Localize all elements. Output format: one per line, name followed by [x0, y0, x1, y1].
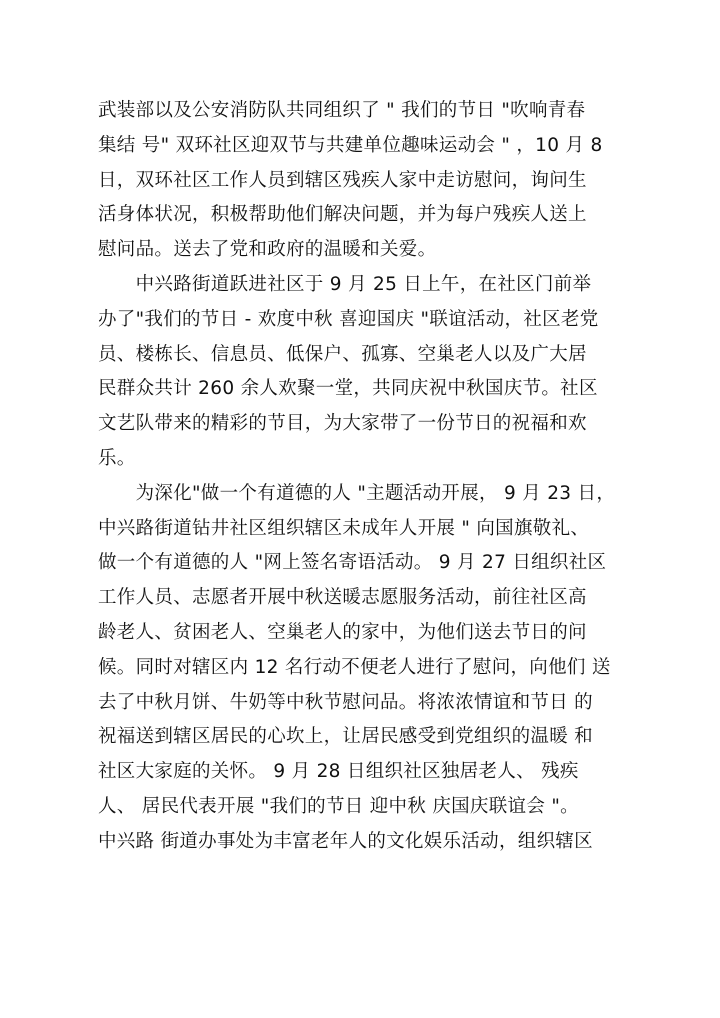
text-line: 民群众共计 260 余人欢聚一堂，共同庆祝中秋国庆节。社区 [98, 378, 598, 400]
text-line: 龄老人、贫困老人、空巢老人的家中，为他们送去节日的问 [98, 621, 587, 643]
text-line: 中兴路 街道办事处为丰富老年人的文化娱乐活动，组织辖区 [98, 830, 593, 852]
text-line: 办了"我们的节日 - 欢度中秋 喜迎国庆 "联谊活动，社区老党 [98, 308, 599, 330]
text-line: 社区大家庭的关怀。 9 月 28 日组织社区独居老人、 残疾 [98, 761, 579, 783]
text-line: 中兴路街道跃进社区于 9 月 25 日上午，在社区门前举 [98, 273, 592, 295]
text-line: 员、楼栋长、信息员、低保户、孤寡、空巢老人以及广大居 [98, 343, 587, 365]
text-line: 中兴路街道钻井社区组织辖区未成年人开展 " 向国旗敬礼、 [98, 517, 590, 539]
text-line: 祝福送到辖区居民的心坎上，让居民感受到党组织的温暖 和 [98, 726, 593, 748]
text-line: 候。同时对辖区内 12 名行动不便老人进行了慰问，向他们 送 [98, 656, 611, 678]
text-line: 慰问品。送去了党和政府的温暖和关爱。 [98, 239, 437, 261]
text-line: 活身体状况，积极帮助他们解决问题，并为每户残疾人送上 [98, 204, 587, 226]
text-line: 文艺队带来的精彩的节目，为大家带了一份节日的祝福和欢 [98, 413, 587, 435]
text-line: 工作人员、志愿者开展中秋送暖志愿服务活动，前往社区高 [98, 587, 587, 609]
text-line: 做一个有道德的人 "网上签名寄语活动。 9 月 27 日组织社区 [98, 552, 607, 574]
text-line: 人、 居民代表开展 "我们的节日 迎中秋 庆国庆联谊会 "。 [98, 795, 579, 817]
text-line: 集结 号" 双环社区迎双节与共建单位趣味运动会 " ，10 月 8 [98, 134, 603, 156]
document-body [98, 94, 628, 860]
text-line: 日，双环社区工作人员到辖区残疾人家中走访慰问，询问生 [98, 169, 587, 191]
text-line: 武装部以及公安消防队共同组织了 " 我们的节日 "吹响青春 [98, 100, 586, 121]
text-line: 为深化"做一个有道德的人 "主题活动开展， 9 月 23 日， [98, 482, 616, 504]
text-line: 去了中秋月饼、牛奶等中秋节慰问品。将浓浓情谊和节日 的 [98, 691, 593, 713]
text-line: 乐。 [98, 447, 136, 469]
